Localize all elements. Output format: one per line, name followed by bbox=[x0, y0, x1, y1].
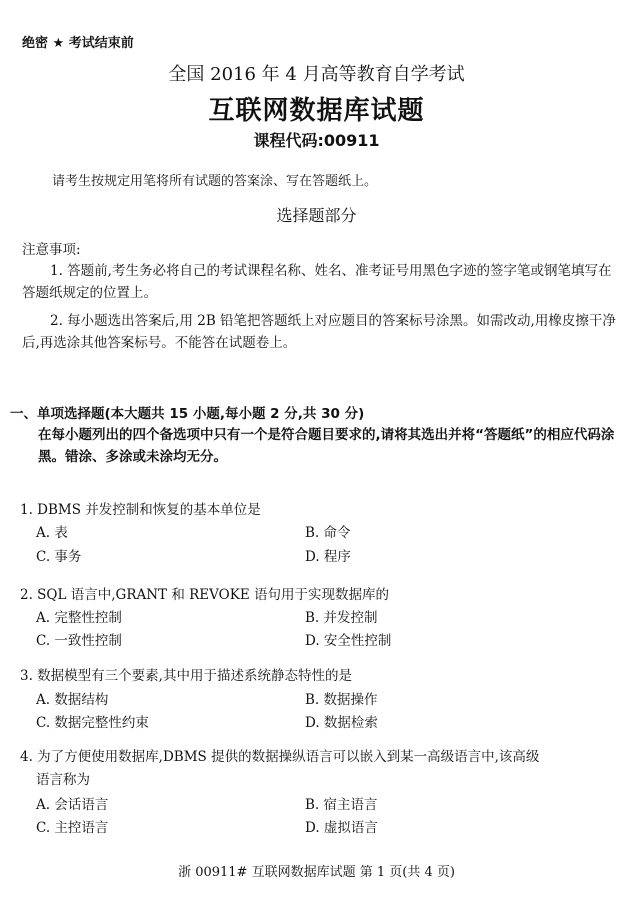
option-b: B. 数据操作 bbox=[305, 692, 378, 708]
option-a: A. 数据结构 bbox=[36, 692, 109, 708]
option-c: C. 一致性控制 bbox=[36, 633, 122, 649]
option-c: C. 主控语言 bbox=[36, 820, 109, 836]
option-b: B. 宿主语言 bbox=[305, 797, 378, 813]
question-stem: 2. SQL 语言中,GRANT 和 REVOKE 语句用于实现数据库的 bbox=[20, 587, 389, 603]
option-b: B. 命令 bbox=[305, 525, 351, 541]
note-item: 1. 答题前,考生务必将自己的考试课程名称、姓名、准考证号用黑色字迹的签字笔或钢笔填写在答题纸规定的位置上。 bbox=[22, 263, 612, 301]
option-a: A. 会话语言 bbox=[36, 797, 109, 813]
section-note: 在每小题列出的四个备选项中只有一个是符合题目要求的,请将其选出并将“答题纸”的相应代码涂黑。错涂、多涂或未涂均无分。 bbox=[38, 427, 615, 465]
instruction: 请考生按规定用笔将所有试题的答案涂、写在答题纸上。 bbox=[52, 174, 378, 189]
confidential-mark: 绝密 ★ 考试结束前 bbox=[22, 36, 134, 51]
option-a: A. 完整性控制 bbox=[36, 610, 122, 626]
page-footer: 浙 00911# 互联网数据库试题 第 1 页(共 4 页) bbox=[178, 865, 455, 880]
course-code: 课程代码:00911 bbox=[253, 131, 380, 150]
option-b: B. 并发控制 bbox=[305, 610, 378, 626]
section-title: 一、单项选择题(本大题共 15 小题,每小题 2 分,共 30 分) bbox=[10, 406, 365, 422]
option-d: D. 程序 bbox=[305, 549, 351, 565]
question-stem: 3. 数据模型有三个要素,其中用于描述系统静态特性的是 bbox=[20, 668, 352, 684]
option-a: A. 表 bbox=[36, 525, 68, 541]
option-c: C. 事务 bbox=[36, 549, 82, 565]
question-stem: 1. DBMS 并发控制和恢复的基本单位是 bbox=[20, 502, 261, 518]
notes-heading: 注意事项: bbox=[22, 242, 81, 258]
question-stem-continued: 语言称为 bbox=[36, 772, 90, 788]
note-item: 2. 每小题选出答案后,用 2B 铅笔把答题纸上对应题目的答案标号涂黑。如需改动,用橡皮擦干净后,再选涂其他答案标号。不能答在试题卷上。 bbox=[22, 313, 616, 351]
option-d: D. 安全性控制 bbox=[305, 633, 392, 649]
question-stem: 4. 为了方便使用数据库,DBMS 提供的数据操纵语言可以嵌入到某一高级语言中,该高级 bbox=[20, 749, 540, 765]
part-title: 选择题部分 bbox=[276, 206, 357, 225]
option-c: C. 数据完整性约束 bbox=[36, 715, 149, 731]
option-d: D. 虚拟语言 bbox=[305, 820, 378, 836]
page-title: 互联网数据库试题 bbox=[208, 96, 425, 126]
exam-name: 全国 2016 年 4 月高等教育自学考试 bbox=[168, 64, 465, 85]
option-d: D. 数据检索 bbox=[305, 715, 378, 731]
